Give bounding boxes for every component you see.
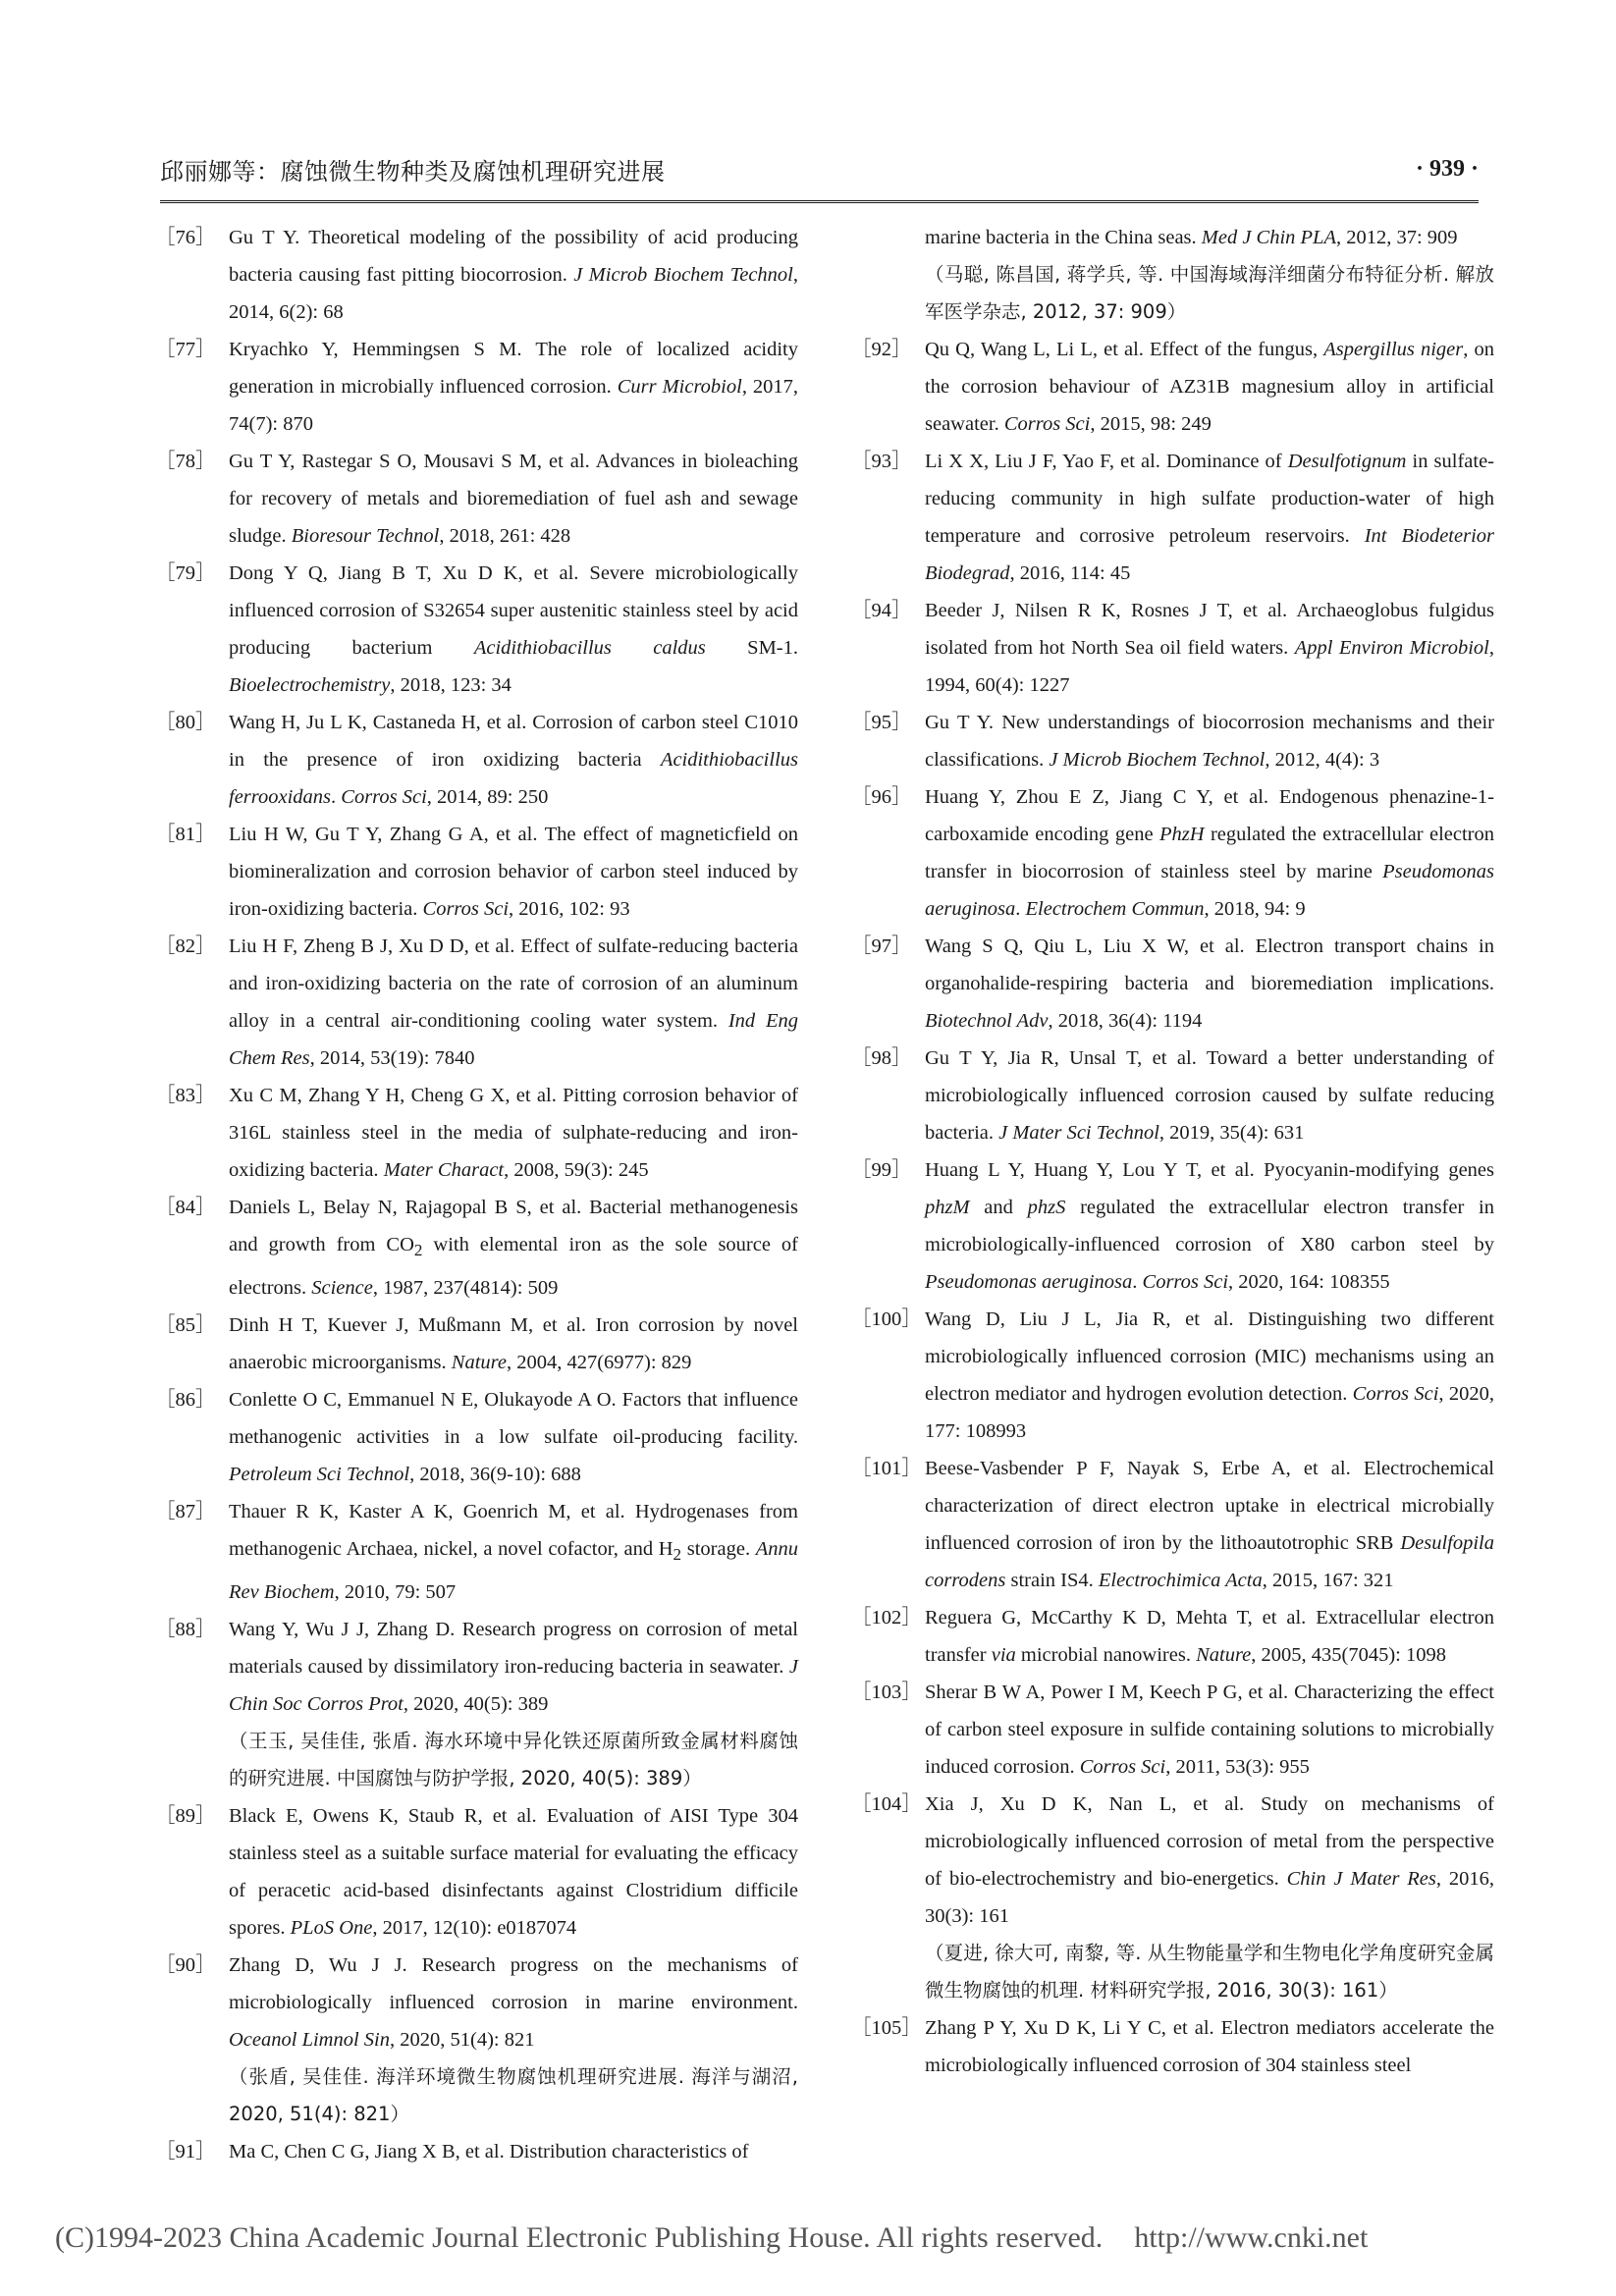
ref-text: , 2017, 12(10): e0187074 (372, 1917, 577, 1940)
header-rule (160, 200, 1479, 206)
ref-text: strain IS4. (1005, 1570, 1099, 1591)
ref-text: , 2018, 94: 9 (1204, 898, 1306, 920)
ref-text: microbial nanowires. (1015, 1644, 1197, 1666)
reference-number: ［ 80 ］ (155, 704, 224, 741)
ref-subscript: 2 (673, 1545, 682, 1565)
reference-entry (856, 2009, 1494, 2084)
ref-text: Sherar B W A, Power I M, Keech P G, et al. Characterizing the effect of carbon steel exposure in sulfide containing solutions to microbially induced corrosion. (925, 1682, 1494, 1778)
reference-entry (856, 443, 1494, 592)
reference-entry (160, 1947, 798, 2133)
ref-text: , 2020, 177: 108993 (925, 1383, 1495, 1442)
ref-text: Gu T Y, Jia R, Unsal T, et al. Toward a better understanding of microbiologically influenced corrosion caused by sulfate reducing bacteria. (925, 1047, 1494, 1144)
ref-text: Liu H F, Zheng B J, Xu D D, et al. Effect of sulfate-reducing bacteria and iron-oxidizing bacteria on the rate of corrosion of an aluminum alloy in a central air-conditioning cooling water system. (229, 935, 798, 1032)
running-header (160, 149, 1479, 188)
reference-entry (160, 331, 798, 443)
ref-chinese-translation: （张盾, 吴佳佳. 海洋环境微生物腐蚀机理研究进展. 海洋与湖沼, 2020, 51(4): 821） (229, 2065, 798, 2126)
running-title: 邱丽娜等：腐蚀微生物种类及腐蚀机理研究进展 (160, 157, 666, 186)
ref-text: , 2014, 53(19): 7840 (309, 1047, 475, 1069)
reference-number: ［ 90 ］ (155, 1947, 224, 1984)
reference-number: ［ 100 ］ (851, 1301, 920, 1338)
ref-text: Conlette O C, Emmanuel N E, Olukayode A O. Factors that influence methanogenic activities in a low sulfate oil-producing facility. (229, 1389, 798, 1449)
ref-italic-text: Pseudomonas aeruginosa (925, 1271, 1133, 1293)
ref-italic-text: Acidithiobacillus caldus (473, 637, 706, 659)
ref-text: , 2014, 89: 250 (426, 786, 549, 808)
ref-text: in sulfate-reducing community in high sulfate production-water of high temperature and corrosive petroleum reservoirs. (925, 451, 1494, 547)
ref-italic-text: Pseudomonas aeruginosa (925, 861, 1494, 920)
ref-text: , 2020, 164: 108355 (1228, 1271, 1390, 1293)
ref-text: , 2018, 123: 34 (390, 674, 512, 696)
ref-italic-text: Biotechnol Adv (925, 1010, 1049, 1032)
ref-text: , 2019, 35(4): 631 (1158, 1122, 1305, 1144)
ref-text: SM-1. (705, 637, 798, 659)
ref-italic-text: phzM (925, 1197, 970, 1218)
reference-number: ［ 94 ］ (851, 592, 920, 629)
ref-text: Wang D, Liu J L, Jia R, et al. Distinguishing two different microbiologically influenced corrosion (MIC) mechanisms using an electron mediator and hydrogen evolution detection. (925, 1308, 1494, 1405)
ref-italic-text: Electrochem Commun (1025, 898, 1205, 920)
ref-italic-text: Appl Environ Microbiol (1294, 637, 1489, 659)
ref-text: Xu C M, Zhang Y H, Cheng G X, et al. Pitting corrosion behavior of 316L stainless steel in the media of sulphate-reducing and iron-oxidizing bacteria. (229, 1085, 798, 1181)
reference-number: ［ 78 ］ (155, 443, 224, 480)
ref-italic-text: J Microb Biochem Technol (1049, 749, 1266, 771)
reference-entry (856, 1040, 1494, 1151)
ref-italic-text: Corros Sci (341, 786, 427, 808)
ref-text: , 1994, 60(4): 1227 (925, 637, 1494, 696)
ref-text: Dong Y Q, Jiang B T, Xu D K, et al. Severe microbiologically influenced corrosion of S32654 super austenitic stainless steel by acid producing bacterium (229, 562, 798, 659)
ref-text: Huang L Y, Huang Y, Lou Y T, et al. Pyocyanin-modifying genes (925, 1159, 1494, 1181)
ref-italic-text: J Chin Soc Corros Prot (229, 1656, 798, 1716)
ref-italic-text: Med J Chin PLA (1201, 227, 1336, 248)
reference-entry (160, 219, 798, 331)
reference-number: ［ 82 ］ (155, 928, 224, 965)
reference-entry (856, 592, 1494, 704)
reference-number: ［ 87 ］ (155, 1493, 224, 1530)
ref-text: with elemental iron as the sole source of electrons. (229, 1234, 798, 1300)
ref-subscript: 2 (413, 1241, 423, 1260)
reference-number: ［ 91 ］ (155, 2133, 224, 2170)
ref-italic-text: Corros Sci (1142, 1271, 1229, 1293)
ref-italic-text: Science (311, 1277, 373, 1300)
reference-number: ［ 92 ］ (851, 331, 920, 368)
reference-entry (160, 1611, 798, 1797)
reference-entry (160, 443, 798, 555)
reference-number: ［ 81 ］ (155, 816, 224, 853)
reference-entry (160, 1077, 798, 1189)
ref-italic-text: Corros Sci (1079, 1756, 1166, 1778)
ref-text: Liu H W, Gu T Y, Zhang G A, et al. The effect of magneticfield on biomineralization and corrosion behavior of carbon steel induced by iron-oxidizing bacteria. (229, 824, 798, 920)
ref-text: Zhang D, Wu J J. Research progress on the mechanisms of microbiologically influenced corrosion in marine environment. (229, 1954, 798, 2014)
ref-italic-text: Nature (1196, 1644, 1252, 1666)
ref-italic-text: Chin J Mater Res (1286, 1868, 1436, 1890)
reference-continuation (856, 219, 1494, 331)
copyright-footer (55, 2221, 1368, 2255)
ref-text: Wang S Q, Qiu L, Liu X W, et al. Electron transport chains in organohalide-respiring bacteria and bioremediation implications. (925, 935, 1494, 994)
ref-text: storage. (681, 1538, 756, 1561)
ref-italic-text: J Microb Biochem Technol (573, 264, 793, 286)
ref-text: , 2012, 37: 909 (1335, 227, 1458, 248)
ref-italic-text: phzS (1027, 1197, 1066, 1218)
reference-number: ［ 93 ］ (851, 443, 920, 480)
ref-text: , 2016, 30(3): 161 (925, 1868, 1495, 1927)
ref-italic-text: Annu Rev Biochem (229, 1538, 799, 1604)
ref-text: Dinh H T, Kuever J, Mußmann M, et al. Iron corrosion by novel anaerobic microorganisms. (229, 1314, 798, 1374)
ref-text: marine bacteria in the China seas. (925, 227, 1202, 248)
ref-text: . (1132, 1271, 1143, 1293)
ref-text: Gu T Y. New understandings of biocorrosion mechanisms and their classifications. (925, 712, 1494, 771)
ref-italic-text: PhzH (1158, 824, 1205, 845)
reference-entry (856, 778, 1494, 928)
ref-text: Qu Q, Wang L, Li L, et al. Effect of the fungus, (925, 339, 1324, 360)
reference-number: ［ 98 ］ (851, 1040, 920, 1077)
ref-text: , 2018, 36(9-10): 688 (409, 1464, 581, 1486)
ref-text: . (1015, 898, 1026, 920)
reference-number: ［ 102 ］ (851, 1599, 920, 1636)
ref-italic-text: Ind Eng Chem Res (229, 1010, 798, 1069)
page-number: · 939 · (1415, 155, 1479, 182)
reference-entry (856, 1786, 1494, 2009)
ref-italic-text: via (991, 1644, 1016, 1666)
ref-text: and (969, 1197, 1028, 1218)
reference-entry (160, 1307, 798, 1381)
ref-text: Gu T Y, Rastegar S O, Mousavi S M, et al. Advances in bioleaching for recovery of metals and bioremediation of fuel ash and sewage sludge. (229, 451, 798, 547)
ref-chinese-translation: （王玉, 吴佳佳, 张盾. 海水环境中异化铁还原菌所致金属材料腐蚀的研究进展. 中国腐蚀与防护学报, 2020, 40(5): 389） (229, 1730, 798, 1790)
reference-number: ［ 86 ］ (155, 1381, 224, 1418)
ref-text: Reguera G, McCarthy K D, Mehta T, et al. Extracellular electron transfer (925, 1607, 1494, 1666)
reference-number: ［ 84 ］ (155, 1189, 224, 1226)
ref-chinese-translation: （夏进, 徐大可, 南黎, 等. 从生物能量学和生物电化学角度研究金属微生物腐蚀的机理. 材料研究学报, 2016, 30(3): 161） (925, 1942, 1494, 2002)
reference-number: ［ 97 ］ (851, 928, 920, 965)
reference-number: ［ 85 ］ (155, 1307, 224, 1344)
ref-italic-text: Nature (451, 1352, 507, 1374)
reference-entry (160, 555, 798, 704)
ref-text: Beese-Vasbender P F, Nayak S, Erbe A, et al. Electrochemical characterization of direct electron uptake in electrical microbially influenced corrosion of iron by the lithoautotrophic SRB (925, 1458, 1494, 1554)
ref-italic-text: Corros Sci (1003, 413, 1091, 435)
ref-text: Wang H, Ju L K, Castaneda H, et al. Corrosion of carbon steel C1010 in the presence of iron oxidizing bacteria (229, 712, 798, 771)
reference-entry (856, 331, 1494, 443)
ref-text: Li X X, Liu J F, Yao F, et al. Dominance of (925, 451, 1288, 472)
copyright-text: (C)1994-2023 China Academic Journal Electronic Publishing House. All rights reserved. (55, 2221, 1104, 2254)
ref-text: Kryachko Y, Hemmingsen S M. The role of localized acidity generation in microbially influenced corrosion. (229, 339, 798, 398)
ref-text: Zhang P Y, Xu D K, Li Y C, et al. Electron mediators accelerate the microbiologically influenced corrosion of 304 stainless steel (925, 2017, 1494, 2076)
ref-text: , 2011, 53(3): 955 (1165, 1756, 1310, 1778)
ref-text: Beeder J, Nilsen R K, Rosnes J T, et al. Archaeoglobus fulgidus isolated from hot North Sea oil field waters. (925, 600, 1494, 659)
ref-italic-text: Electrochimica Acta (1098, 1570, 1263, 1591)
ref-italic-text: Petroleum Sci Technol (229, 1464, 410, 1486)
ref-italic-text: Corros Sci (422, 898, 510, 920)
reference-number: ［ 101 ］ (851, 1450, 920, 1487)
ref-text: regulated the extracellular electron transfer in biocorrosion of stainless steel by marine (925, 824, 1494, 882)
ref-text: Gu T Y. Theoretical modeling of the possibility of acid producing bacteria causing fast pitting biocorrosion. (229, 227, 798, 286)
reference-number: ［ 79 ］ (155, 555, 224, 592)
reference-entry (856, 1301, 1494, 1450)
reference-entry (856, 1674, 1494, 1786)
references-right-column (856, 219, 1494, 2084)
reference-entry (160, 816, 798, 928)
reference-number: ［ 103 ］ (851, 1674, 920, 1711)
reference-entry (160, 928, 798, 1077)
cnki-url: http://www.cnki.net (1134, 2221, 1369, 2254)
ref-italic-text: Aspergillus niger (1323, 339, 1464, 360)
reference-entry (160, 1381, 798, 1493)
reference-entry (160, 1797, 798, 1947)
ref-text: , 2005, 435(7045): 1098 (1251, 1644, 1447, 1666)
ref-text: , 2012, 4(4): 3 (1265, 749, 1380, 771)
reference-number: ［ 104 ］ (851, 1786, 920, 1823)
ref-italic-text: Desulfopila corrodens (925, 1532, 1494, 1591)
reference-number: ［ 96 ］ (851, 778, 920, 816)
ref-italic-text: Desulfotignum (1287, 451, 1407, 472)
reference-entry (160, 1189, 798, 1307)
ref-italic-text: Corros Sci (1352, 1383, 1439, 1405)
ref-text: , 2015, 98: 249 (1090, 413, 1212, 435)
ref-text: Huang Y, Zhou E Z, Jiang C Y, et al. Endogenous phenazine-1-carboxamide encoding gene (925, 786, 1494, 845)
ref-text: Thauer R K, Kaster A K, Goenrich M, et al. Hydrogenases from methanogenic Archaea, nickel, a novel cofactor, and H (229, 1501, 798, 1561)
ref-chinese-translation: （马聪, 陈昌国, 蒋学兵, 等. 中国海域海洋细菌分布特征分析. 解放军医学杂志, 2012, 37: 909） (925, 263, 1494, 323)
ref-italic-text: Mater Charact (383, 1159, 505, 1181)
ref-italic-text: J Mater Sci Technol (998, 1122, 1159, 1144)
reference-number: ［ 99 ］ (851, 1151, 920, 1189)
ref-text: regulated the extracellular electron transfer in microbiologically-influenced corrosion of X80 carbon steel by (925, 1197, 1494, 1255)
ref-text: Wang Y, Wu J J, Zhang D. Research progress on corrosion of metal materials caused by dissimilatory iron-reducing bacteria in seawater. (229, 1619, 798, 1679)
reference-number: ［ 76 ］ (155, 219, 224, 256)
ref-text: , on the corrosion behaviour of AZ31B magnesium alloy in artificial seawater. (925, 339, 1494, 435)
ref-text: , 2010, 79: 507 (334, 1581, 457, 1604)
ref-text: , 2008, 59(3): 245 (504, 1159, 649, 1181)
reference-entry (856, 928, 1494, 1040)
reference-entry (856, 704, 1494, 778)
ref-text: , 2015, 167: 321 (1262, 1570, 1394, 1591)
ref-text: , 2017, 74(7): 870 (229, 376, 799, 435)
ref-text: . (331, 786, 342, 808)
ref-text: Daniels L, Belay N, Rajagopal B S, et al. Bacterial methanogenesis and growth from CO (229, 1197, 798, 1255)
references-left-column (160, 219, 798, 2170)
ref-italic-text: Acidithiobacillus ferrooxidans (229, 749, 798, 808)
ref-text: , 2016, 114: 45 (1009, 562, 1131, 584)
reference-entry (160, 1493, 798, 1611)
ref-text: Ma C, Chen C G, Jiang X B, et al. Distribution characteristics of (229, 2141, 749, 2163)
ref-text: , 2016, 102: 93 (509, 898, 630, 920)
ref-text: , 2020, 40(5): 389 (403, 1693, 549, 1716)
reference-entry (160, 704, 798, 816)
ref-italic-text: Curr Microbiol (617, 376, 742, 398)
ref-italic-text: Oceanol Limnol Sin (229, 2029, 390, 2052)
ref-text: , 2018, 36(4): 1194 (1048, 1010, 1203, 1032)
reference-entry (856, 1151, 1494, 1301)
reference-entry (160, 2133, 798, 2170)
ref-italic-text: Int Biodeterior Biodegrad (925, 525, 1494, 584)
ref-text: , 2018, 261: 428 (439, 525, 571, 547)
ref-italic-text: Bioresour Technol (291, 525, 440, 547)
ref-italic-text: PLoS One (290, 1917, 373, 1940)
ref-text: Xia J, Xu D K, Nan L, et al. Study on mechanisms of microbiologically influenced corrosion of metal from the perspective of bio-electrochemistry and bio-energetics. (925, 1793, 1494, 1890)
ref-text: , 2020, 51(4): 821 (390, 2029, 535, 2052)
reference-number: ［ 83 ］ (155, 1077, 224, 1114)
ref-text: , 2004, 427(6977): 829 (506, 1352, 692, 1374)
reference-entry (856, 1450, 1494, 1599)
reference-entry (856, 1599, 1494, 1674)
ref-text: , 2014, 6(2): 68 (229, 264, 798, 323)
reference-number: ［ 89 ］ (155, 1797, 224, 1835)
reference-number: ［ 77 ］ (155, 331, 224, 368)
reference-number: ［ 88 ］ (155, 1611, 224, 1648)
ref-text: Black E, Owens K, Staub R, et al. Evaluation of AISI Type 304 stainless steel as a suitable surface material for evaluating the efficacy of peracetic acid-based disinfectants against Clostridium difficile spores. (229, 1805, 798, 1940)
reference-number: ［ 105 ］ (851, 2009, 920, 2047)
reference-number: ［ 95 ］ (851, 704, 920, 741)
ref-italic-text: Bioelectrochemistry (229, 674, 391, 696)
ref-text: , 1987, 237(4814): 509 (372, 1277, 559, 1300)
